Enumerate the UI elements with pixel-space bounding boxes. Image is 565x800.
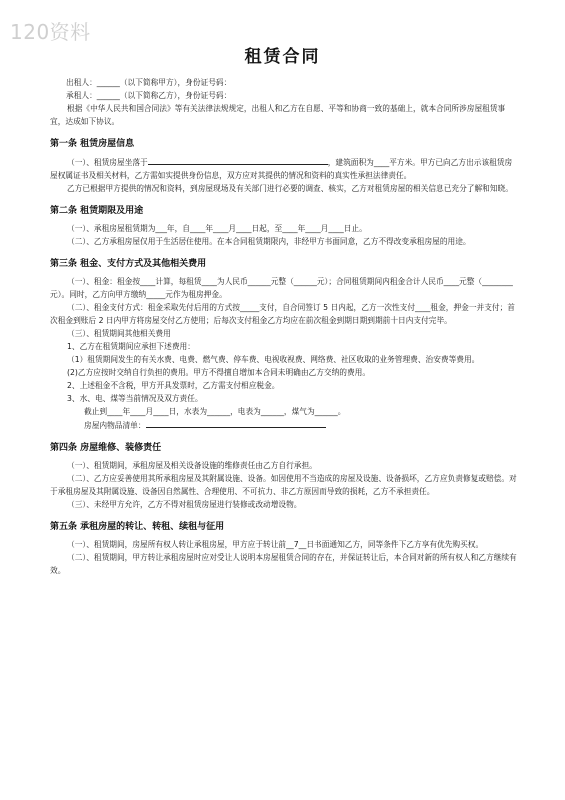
article4-heading: 第四条 房屋维修、装修责任 (50, 443, 162, 453)
watermark-logo: 120资料 (10, 20, 91, 44)
article5-heading: 第五条 承租房屋的转让、转租、续租与征用 (50, 522, 225, 532)
article2-paragraph-2: （二）、乙方承租房屋仅用于生活居住使用。在本合同租赁期限内，非经甲方书面同意，乙方不得改变承租房屋的用途。 (67, 237, 471, 246)
article1-heading: 第一条 租赁房屋信息 (50, 139, 135, 149)
article3-paragraph-2: （二）、租金支付方式：租金采取先付后用的方式按_____支付，自合同签订 5 日内起，乙方一次性支付____租金，押金一并支付；首次租金到账后 2 日内甲方将房屋交付乙方使用；后每次支付租金乙方均应在前次租金到期日期到期前十日内支付完毕。 (50, 303, 515, 325)
article3-paragraph-6: (2)乙方应按时交纳自行负担的费用。甲方不得擅自增加本合同未明确由乙方交纳的费用。 (67, 368, 371, 377)
article3-paragraph-8: 3、水、电、煤等当前情况及双方责任。 (67, 394, 203, 403)
article3-paragraph-10 (50, 418, 518, 432)
article4-paragraph-1: （一）、租赁期间，承租房屋及相关设备设施的维修责任由乙方自行承担。 (67, 461, 317, 470)
article5-paragraph-1: （一）、租赁期间，房屋所有权人转让承租房屋，甲方应于转让前__7__日书面通知乙方，同等条件下乙方享有优先购买权。 (67, 540, 484, 549)
article1-p1-start: （一）、租赁房屋坐落于 (67, 158, 148, 167)
article1-paragraph-1 (50, 155, 518, 182)
document-title: 租赁合同 (244, 47, 321, 67)
article4-paragraph-3: （三）、未经甲方允许，乙方不得对租赁房屋进行装修或改动增设物。 (67, 500, 302, 509)
article3-paragraph-5: （1）租赁期间发生的有关水费、电费、燃气费、停车费、电视收视费、网络费、社区收取的业务管理费、治安费等费用。 (67, 355, 480, 364)
article3-paragraph-7: 2、上述租金不含税，甲方开具发票时，乙方需支付相应税金。 (67, 381, 280, 390)
intro-paragraph: 根据《中华人民共和国合同法》等有关法律法规规定，出租人和乙方在自愿、平等和协商一致的基础上，就本合同所涉房屋租赁事宜，达成如下协议。 (50, 104, 506, 126)
article1-p1-end: ，建筑面积为____平方米。甲方已向乙方出示该租赁房屋权属证书及相关材料，乙方需如实提供身份信息，双方应对其提供的情况和资料的真实性承担法律责任。 (50, 158, 513, 180)
article3-paragraph-1: （一）、租金：租金按____计算，每租赁____为人民币______元整（______元）；合同租赁期间内租金合计人民币____元整（________元）。同时，乙方向甲方缴纳_____元作为租房押金。 (50, 277, 513, 299)
article3-heading: 第三条 租金、支付方式及其他相关费用 (50, 259, 207, 269)
inventory-label: 房屋内物品清单： (84, 421, 146, 430)
article3-paragraph-3: （三）、租赁期间其他相关费用 (67, 329, 171, 338)
lessee-line: 承租人：______（以下简称乙方），身份证号码： (66, 91, 232, 100)
article3-paragraph-9: 截止到____年____月____日，水表为______，电表为______，煤气为______。 (84, 407, 346, 416)
article1-paragraph-2: 乙方已根据甲方提供的情况和资料，到房屋现场及有关部门进行必要的调查、核实，乙方对租赁房屋的相关信息已充分了解和知晓。 (67, 184, 513, 193)
article2-heading: 第二条 租赁期限及用途 (50, 206, 144, 216)
article5-paragraph-2: （二）、租赁期间，甲方转让承租房屋时应对受让人说明本房屋租赁合同的存在，并保证转让后，本合同对新的所有权人和乙方继续有效。 (50, 553, 517, 575)
contract-body (50, 76, 518, 577)
article2-paragraph-1: （一）、承租房屋租赁期为___年，自____年____月____日起，至____年____月____日止。 (67, 224, 367, 233)
location-blank (148, 155, 328, 165)
lessor-line: 出租人：______（以下简称甲方），身份证号码： (66, 78, 232, 87)
inventory-blank (146, 418, 326, 428)
article4-paragraph-2: （二）、乙方应妥善使用其所承租房屋及其附属设施、设备。如因使用不当造成的房屋及设施、设备损坏，乙方应负责修复或赔偿。对于承租房屋及其附属设施、设备因自然属性、合理使用、不可抗力、非乙方原因而导致的损耗，乙方不承担责任。 (50, 474, 517, 496)
article3-paragraph-4: 1、乙方在租赁期间应承担下述费用： (67, 342, 195, 351)
